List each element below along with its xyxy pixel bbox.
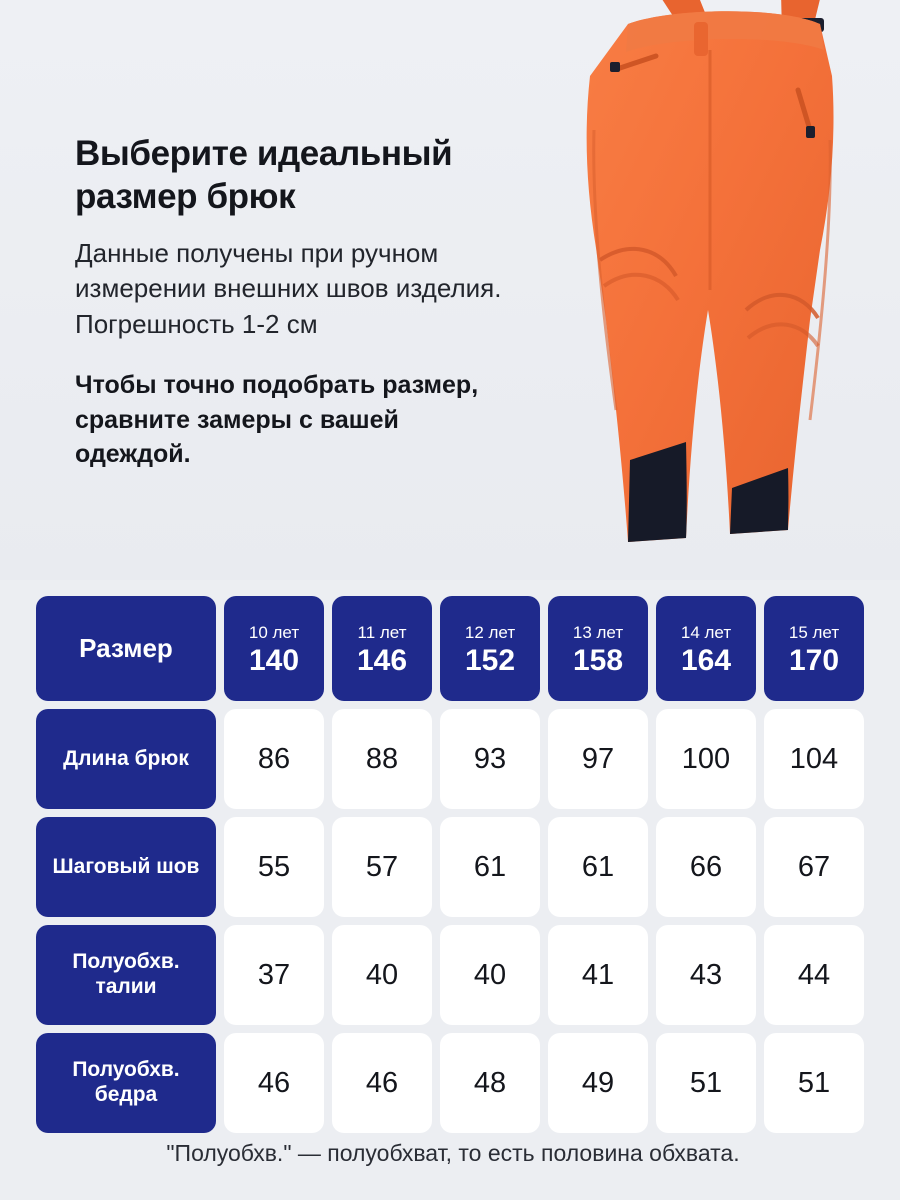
size-number-label: 146 xyxy=(356,644,408,678)
size-column-header xyxy=(548,596,648,701)
table-cell: 61 xyxy=(440,817,540,917)
table-row xyxy=(36,1033,864,1133)
row-label: Длина брюк xyxy=(36,709,216,809)
table-row xyxy=(36,817,864,917)
table-cell: 61 xyxy=(548,817,648,917)
table-cell: 57 xyxy=(332,817,432,917)
table-cell: 41 xyxy=(548,925,648,1025)
table-header-row xyxy=(36,596,864,701)
size-column-header xyxy=(224,596,324,701)
row-label: Шаговый шов xyxy=(36,817,216,917)
table-row xyxy=(36,709,864,809)
measurement-note: Данные получены при ручном измерении внешних швов изделия. Погрешность 1-2 см xyxy=(75,238,502,339)
table-cell: 40 xyxy=(332,925,432,1025)
table-cell: 67 xyxy=(764,817,864,917)
size-column-header xyxy=(332,596,432,701)
table-cell: 86 xyxy=(224,709,324,809)
size-number-label: 152 xyxy=(464,644,516,678)
table-cell: 88 xyxy=(332,709,432,809)
table-cell: 43 xyxy=(656,925,756,1025)
size-age-label: 11 лет xyxy=(357,622,407,642)
size-table xyxy=(36,596,864,1133)
table-cell: 48 xyxy=(440,1033,540,1133)
size-age-label: 10 лет xyxy=(248,622,300,642)
advice-note: Чтобы точно подобрать размер, сравните замеры с вашей одеждой. xyxy=(75,371,479,469)
table-cell: 93 xyxy=(440,709,540,809)
table-corner-label: Размер xyxy=(36,596,216,701)
table-row xyxy=(36,925,864,1025)
size-age-label: 12 лет xyxy=(464,622,516,642)
size-column-header xyxy=(440,596,540,701)
table-cell: 46 xyxy=(224,1033,324,1133)
table-cell: 49 xyxy=(548,1033,648,1133)
hero-section xyxy=(0,0,900,580)
table-cell: 40 xyxy=(440,925,540,1025)
table-cell: 51 xyxy=(656,1033,756,1133)
size-number-label: 164 xyxy=(680,644,732,678)
table-cell: 104 xyxy=(764,709,864,809)
table-cell: 100 xyxy=(656,709,756,809)
table-cell: 44 xyxy=(764,925,864,1025)
size-number-label: 158 xyxy=(572,644,624,678)
table-cell: 97 xyxy=(548,709,648,809)
size-number-label: 140 xyxy=(248,644,300,678)
table-cell: 55 xyxy=(224,817,324,917)
table-cell: 66 xyxy=(656,817,756,917)
page-title: Выберите идеальный размер брюк xyxy=(75,134,453,217)
size-age-label: 13 лет xyxy=(572,622,624,642)
size-column-header xyxy=(656,596,756,701)
table-cell: 37 xyxy=(224,925,324,1025)
table-cell: 46 xyxy=(332,1033,432,1133)
size-age-label: 14 лет xyxy=(680,622,732,642)
row-label: Полуобхв. талии xyxy=(36,925,216,1025)
table-footnote: "Полуобхв." — полуобхват, то есть половина обхвата. xyxy=(166,1140,740,1166)
intro-copy xyxy=(75,132,575,472)
size-number-label: 170 xyxy=(788,644,840,678)
table-cell: 51 xyxy=(764,1033,864,1133)
row-label: Полуобхв. бедра xyxy=(36,1033,216,1133)
size-column-header xyxy=(764,596,864,701)
size-age-label: 15 лет xyxy=(788,622,840,642)
